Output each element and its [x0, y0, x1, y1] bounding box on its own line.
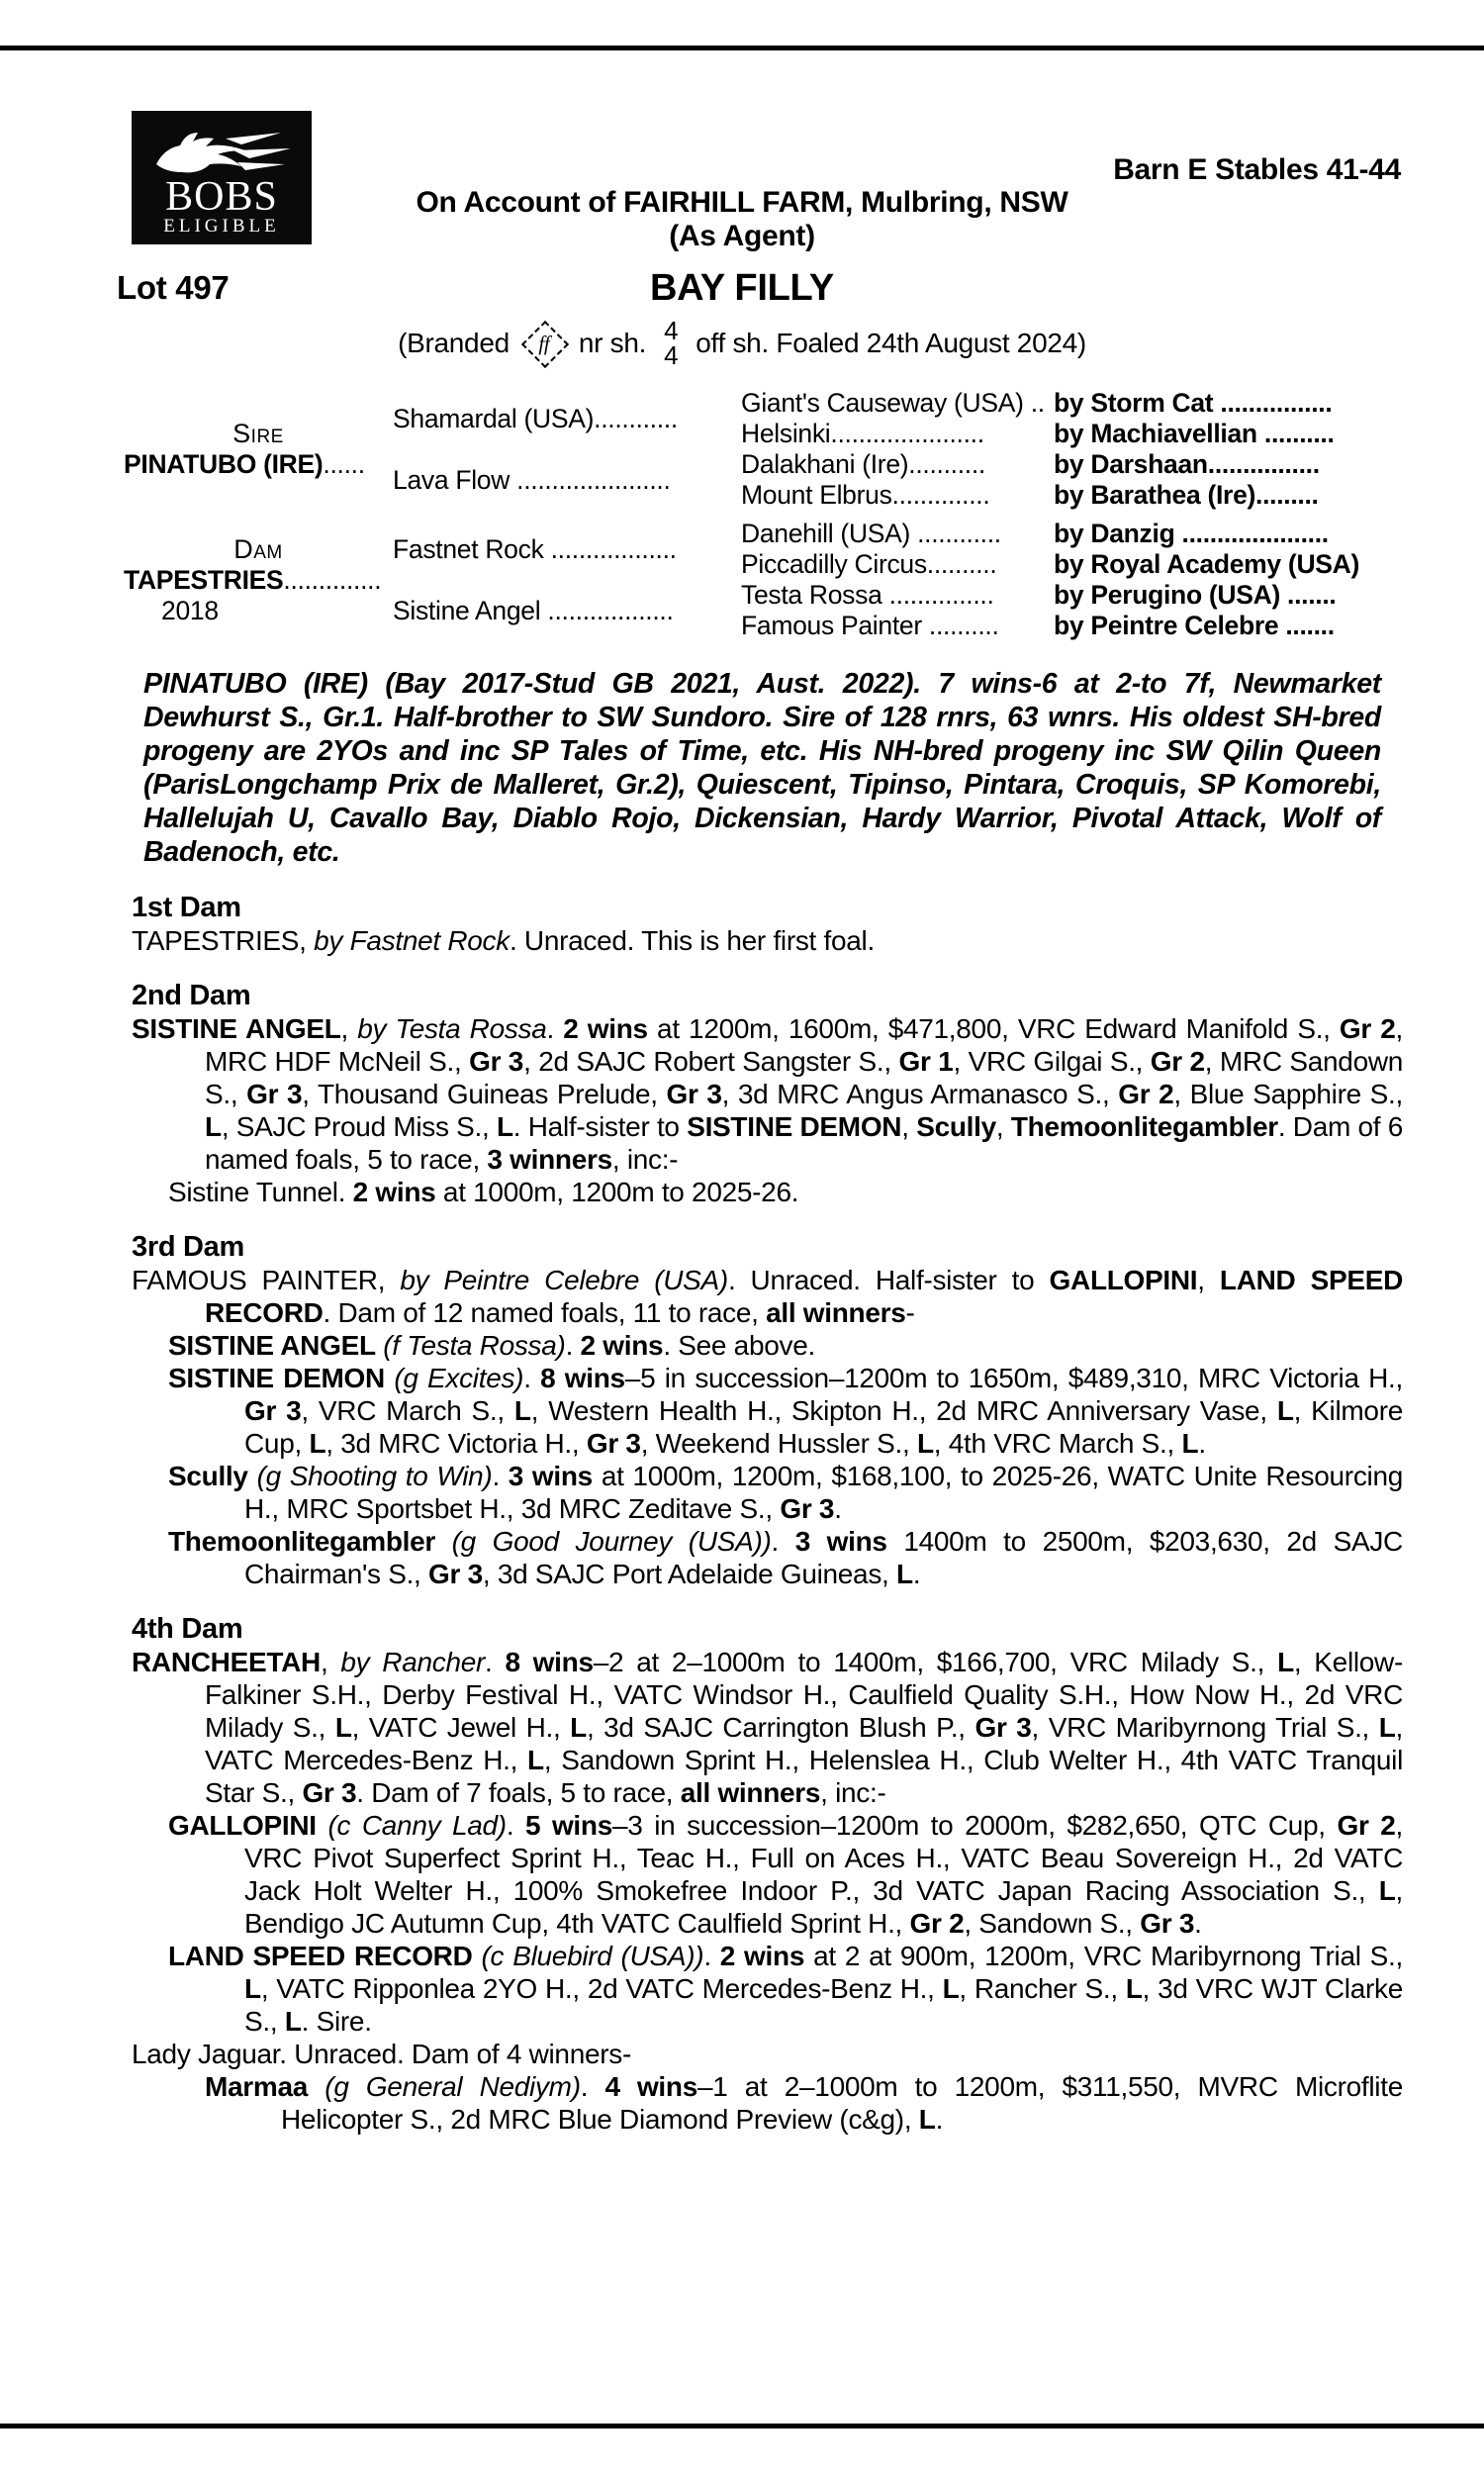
dam-label: Dam: [233, 533, 283, 564]
barn-stables-label: Barn E Stables 41-44: [1113, 153, 1401, 186]
dam-sections: [132, 891, 1403, 2136]
dam-name: [124, 565, 393, 596]
brand-number-top: 4: [664, 316, 679, 345]
bottom-rule: [0, 2424, 1484, 2428]
sire-greatgrandparents: [741, 388, 1405, 511]
brand-diamond-icon: [521, 321, 567, 366]
second-dam-heading: 2nd Dam: [132, 980, 251, 1011]
ancestor-sire: by Darshaan................: [1054, 449, 1320, 479]
pedigree-row: [741, 580, 1405, 611]
rancheetah-entry: RANCHEETAH, by Rancher. 8 wins–2 at 2–1000m to 1400m, $166,700, VRC Milady S., L, Kellow-Falkiner S.H., Derby Festival H., VATC Windsor H., Caulfield Quality S.H., How Now H., 2d VRC Milady S., L, VATC Jewel H., L, 3d SAJC Carrington Blush P., Gr 3, VRC Maribyrnong Trial S., L, VATC Mercedes-Benz H., L, Sandown Sprint H., Helenslea H., Club Welter H., 4th VATC Tranquil Star S., Gr 3. Dam of 7 foals, 5 to race, all winners, inc:-: [132, 1647, 1404, 1808]
ancestor-sire: by Royal Academy (USA): [1054, 549, 1360, 579]
ancestor-sire: by Peintre Celebre .......: [1054, 611, 1335, 640]
branded-near-shoulder: nr sh.: [578, 328, 647, 358]
vendor-account-line: On Account of FAIRHILL FARM, Mulbring, NSW: [416, 186, 1068, 219]
pedigree-row: [741, 388, 1405, 419]
sistine-demon-entry: SISTINE DEMON (g Excites). 8 wins–5 in succession–1200m to 1650m, $489,310, MRC Victoria H., Gr 3, VRC March S., L, Western Health H., Skipton H., 2d MRC Anniversary Vase, L, Kilmore Cup, L, 3d MRC Victoria H., Gr 3, Weekend Hussler S., L, 4th VRC March S., L.: [168, 1363, 1403, 1459]
brand-number-bottom: 4: [664, 340, 679, 370]
land-speed-record-entry: LAND SPEED RECORD (c Bluebird (USA)). 2 wins at 2 at 900m, 1200m, VRC Maribyrnong Trial S., L, VATC Ripponlea 2YO H., 2d VATC Mercedes-Benz H., L, Rancher S., L, 3d VRC WJT Clarke S., L. Sire.: [168, 1941, 1404, 2037]
dam-name-text: TAPESTRIES: [124, 564, 284, 595]
ancestor-name: Famous Painter ..........: [741, 611, 999, 640]
lot-title-row: [0, 267, 1484, 309]
tapestries-entry: TAPESTRIES, by Fastnet Rock. Unraced. This is her first foal.: [132, 925, 875, 956]
pedigree-row: [741, 549, 1405, 580]
dam-greatgrandparents: [741, 519, 1405, 641]
scully-entry: Scully (g Shooting to Win). 3 wins at 1000m, 1200m, $168,100, to 2025-26, WATC Unite Resourcing H., MRC Sportsbet H., 3d MRC Zeditave S., Gr 3.: [168, 1461, 1403, 1524]
ancestor-name: Danehill (USA) ............: [741, 519, 1001, 548]
sistine-angel-entry: SISTINE ANGEL, by Testa Rossa. 2 wins at 1200m, 1600m, $471,800, VRC Edward Manifold S., Gr 2, MRC HDF McNeil S., Gr 3, 2d SAJC Robert Sangster S., Gr 1, VRC Gilgai S., Gr 2, MRC Sandown S., Gr 3, Thousand Guineas Prelude, Gr 3, 3d MRC Angus Armanasco S., Gr 2, Blue Sapphire S., L, SAJC Proud Miss S., L. Half-sister to SISTINE DEMON, Scully, Themoonlitegambler. Dam of 6 named foals, 5 to race, 3 winners, inc:-: [132, 1013, 1404, 1175]
pedigree-row: [741, 449, 1405, 480]
logo-text-eligible: ELIGIBLE: [163, 216, 280, 237]
branded-prefix: (Branded: [398, 328, 510, 358]
ancestor-sire: by Storm Cat ................: [1054, 388, 1333, 418]
top-rule: [0, 46, 1484, 50]
pedigree-table: [124, 388, 1405, 641]
brand-letters: ff: [538, 331, 550, 355]
horse-head-icon: [141, 121, 302, 182]
first-dam-heading: 1st Dam: [132, 892, 241, 923]
sire-summary: PINATUBO (IRE) (Bay 2017-Stud GB 2021, Aust. 2022). 7 wins-6 at 2-to 7f, Newmarket Dewhurst S., Gr.1. Half-brother to SW Sundoro. Sire of 128 rnrs, 63 wnrs. His oldest SH-bred progeny are 2YOs and inc SP Tales of Time, etc. His NH-bred progeny inc SW Qilin Queen (ParisLongchamp Prix de Malleret, Gr.2), Quiescent, Tipinso, Pintara, Croquis, SP Komorebi, Hallelujah U, Cavallo Bay, Diablo Rojo, Dickensian, Hardy Warrior, Pivotal Attack, Wolf of Badenoch, etc.: [143, 668, 1381, 868]
ancestor-sire: by Barathea (Ire).........: [1054, 480, 1319, 510]
granddam: Sistine Angel ..................: [393, 595, 674, 625]
sire-cell: [124, 388, 393, 511]
ancestor-name: Mount Elbrus..............: [741, 480, 990, 510]
sistine-tunnel-entry: Sistine Tunnel. 2 wins at 1000m, 1200m to 2025-26.: [168, 1177, 799, 1207]
grandsire: Shamardal (USA)............: [393, 403, 678, 433]
sire-name: [124, 449, 393, 480]
dam-cell: [124, 519, 393, 641]
sire-label: Sire: [232, 419, 284, 448]
pedigree-row: [741, 480, 1405, 511]
ancestor-name: Dalakhani (Ire)...........: [741, 449, 985, 479]
grandsire: Fastnet Rock ..................: [393, 533, 677, 564]
granddam: Lava Flow ......................: [393, 464, 671, 495]
pedigree-sire-half: [124, 388, 1405, 511]
lot-number: Lot 497: [117, 269, 230, 306]
dam-grandparents: [393, 519, 741, 641]
famous-painter-entry: FAMOUS PAINTER, by Peintre Celebre (USA). Unraced. Half-sister to GALLOPINI, LAND SPEED RECORD. Dam of 12 named foals, 11 to race, all winners-: [132, 1265, 1403, 1328]
branded-foaled: off sh. Foaled 24th August 2024): [696, 328, 1086, 358]
third-dam-heading: 3rd Dam: [132, 1231, 244, 1263]
fourth-dam-heading: 4th Dam: [132, 1613, 243, 1645]
ancestor-sire: by Perugino (USA) .......: [1054, 580, 1337, 610]
marmaa-entry: Marmaa (g General Nediym). 4 wins–1 at 2–1000m to 1200m, $311,550, MVRC Microflite Helicopter S., 2d MRC Blue Diamond Preview (c&g), L.: [205, 2071, 1403, 2135]
ancestor-name: Helsinki......................: [741, 419, 984, 448]
dam-year: 2018: [161, 595, 219, 625]
bobs-eligible-logo: [132, 111, 312, 244]
dam-name-dots: ..............: [283, 564, 382, 595]
pedigree-row: [741, 519, 1405, 549]
sistine-angel-progeny-entry: SISTINE ANGEL (f Testa Rossa). 2 wins. See above.: [168, 1330, 815, 1361]
ancestor-sire: by Machiavellian ..........: [1054, 419, 1335, 448]
as-agent-line: (As Agent): [669, 220, 815, 252]
pedigree-row: [741, 419, 1405, 449]
ancestor-sire: by Danzig .....................: [1054, 519, 1329, 548]
sire-name-dots: ......: [323, 449, 365, 479]
sire-name-text: PINATUBO (IRE): [124, 449, 324, 479]
pedigree-row: [741, 611, 1405, 641]
ancestor-name: Testa Rossa ...............: [741, 580, 994, 610]
ancestor-name: Giant's Causeway (USA) ..: [741, 388, 1045, 418]
sire-grandparents: [393, 388, 741, 511]
logo-text-bobs: BOBS: [165, 174, 278, 220]
brand-numbers: [658, 316, 684, 370]
pedigree-dam-half: [124, 519, 1405, 641]
branded-line: [0, 315, 1484, 372]
lady-jaguar-entry: Lady Jaguar. Unraced. Dam of 4 winners-: [132, 2039, 632, 2069]
page-title: BAY FILLY: [650, 267, 834, 309]
ancestor-name: Piccadilly Circus..........: [741, 549, 997, 579]
gallopini-entry: GALLOPINI (c Canny Lad). 5 wins–3 in succession–1200m to 2000m, $282,650, QTC Cup, Gr 2, VRC Pivot Superfect Sprint H., Teac H., Full on Aces H., VATC Beau Sovereign H., 2d VATC Jack Holt Welter H., 100% Smokefree Indoor P., 3d VATC Japan Racing Association S., L, Bendigo JC Autumn Cup, 4th VATC Caulfield Sprint H., Gr 2, Sandown S., Gr 3.: [168, 1810, 1403, 1939]
themoonlitegambler-entry: Themoonlitegambler (g Good Journey (USA)). 3 wins 1400m to 2500m, $203,630, 2d SAJC Chairman's S., Gr 3, 3d SAJC Port Adelaide Guineas, L.: [168, 1526, 1403, 1589]
